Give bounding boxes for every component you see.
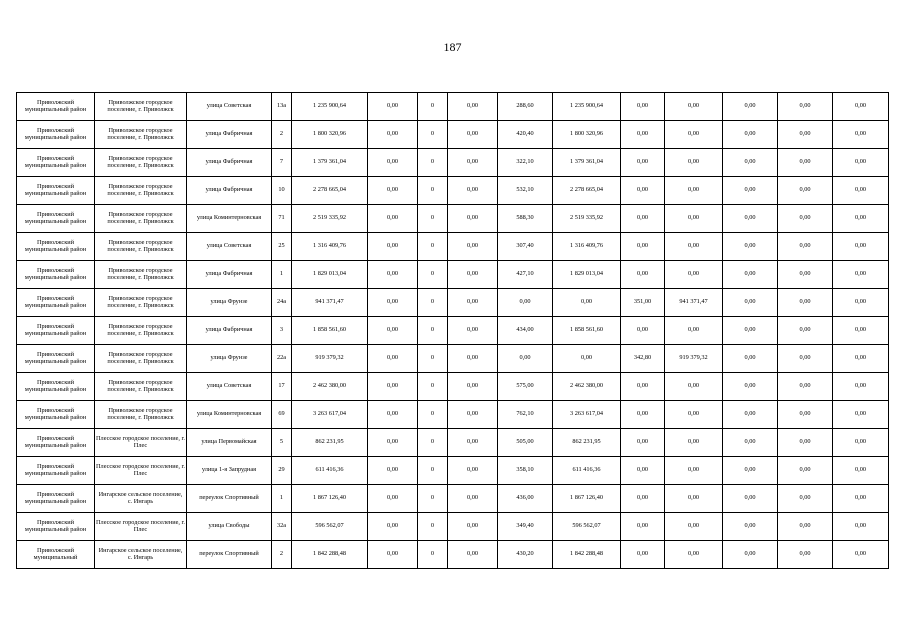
area-cell: 342,80 (621, 345, 665, 373)
total-cost-cell: 1 800 320,96 (292, 121, 368, 149)
area-cell: 505,00 (498, 429, 553, 457)
total-cost-cell: 3 263 617,04 (292, 401, 368, 429)
settlement-cell: Приволжское городское поселение, г. Приволжск (95, 261, 187, 289)
municipal-district-cell: Приволжский муниципальный район (17, 373, 95, 401)
settlement-cell: Приволжское городское поселение, г. Приволжск (95, 233, 187, 261)
street-cell: улица Фабричная (187, 121, 272, 149)
total-cost-cell: 611 416,36 (292, 457, 368, 485)
amount-cell: 0,00 (448, 177, 498, 205)
amount-cell: 0,00 (833, 317, 889, 345)
amount-cell: 0,00 (833, 177, 889, 205)
street-cell: улица Фабричная (187, 149, 272, 177)
house-number-cell: 1 (272, 485, 292, 513)
amount-cell: 0,00 (778, 373, 833, 401)
amount-cell: 0,00 (833, 289, 889, 317)
count-cell: 0 (418, 289, 448, 317)
amount-cell: 0,00 (833, 233, 889, 261)
amount-cell: 0,00 (448, 429, 498, 457)
amount-cell: 0,00 (723, 485, 778, 513)
amount-cell: 0,00 (723, 121, 778, 149)
area-cell: 288,60 (498, 93, 553, 121)
cost-cell: 0,00 (553, 289, 621, 317)
municipal-district-cell: Приволжский муниципальный район (17, 429, 95, 457)
table-row (17, 149, 889, 177)
amount-cell: 0,00 (368, 205, 418, 233)
cost-cell: 0,00 (665, 177, 723, 205)
amount-cell: 0,00 (368, 373, 418, 401)
area-cell: 0,00 (621, 513, 665, 541)
municipal-district-cell: Приволжский муниципальный район (17, 401, 95, 429)
cost-cell: 2 462 380,00 (553, 373, 621, 401)
municipal-district-cell: Приволжский муниципальный район (17, 149, 95, 177)
amount-cell: 0,00 (723, 513, 778, 541)
table-row (17, 429, 889, 457)
amount-cell: 0,00 (723, 345, 778, 373)
total-cost-cell: 1 316 409,76 (292, 233, 368, 261)
settlement-cell: Приволжское городское поселение, г. Приволжск (95, 93, 187, 121)
amount-cell: 0,00 (448, 485, 498, 513)
area-cell: 0,00 (621, 93, 665, 121)
cost-cell: 1 867 126,40 (553, 485, 621, 513)
amount-cell: 0,00 (833, 149, 889, 177)
settlement-cell: Ингарское сельское поселение, с. Ингарь (95, 541, 187, 569)
area-cell: 349,40 (498, 513, 553, 541)
cost-cell: 0,00 (665, 149, 723, 177)
street-cell: переулок Спортивный (187, 541, 272, 569)
amount-cell: 0,00 (833, 205, 889, 233)
area-cell: 427,10 (498, 261, 553, 289)
street-cell: улица Фрунзе (187, 345, 272, 373)
settlement-cell: Приволжское городское поселение, г. Приволжск (95, 121, 187, 149)
amount-cell: 0,00 (368, 429, 418, 457)
amount-cell: 0,00 (833, 261, 889, 289)
cost-cell: 0,00 (553, 345, 621, 373)
settlement-cell: Приволжское городское поселение, г. Приволжск (95, 205, 187, 233)
municipal-district-cell: Приволжский муниципальный район (17, 121, 95, 149)
municipal-district-cell: Приволжский муниципальный район (17, 261, 95, 289)
amount-cell: 0,00 (723, 289, 778, 317)
count-cell: 0 (418, 485, 448, 513)
cost-cell: 596 562,07 (553, 513, 621, 541)
municipal-district-cell: Приволжский муниципальный район (17, 205, 95, 233)
settlement-cell: Приволжское городское поселение, г. Приволжск (95, 317, 187, 345)
street-cell: улица Советская (187, 373, 272, 401)
table-row (17, 513, 889, 541)
house-number-cell: 29 (272, 457, 292, 485)
count-cell: 0 (418, 177, 448, 205)
amount-cell: 0,00 (723, 429, 778, 457)
area-cell: 0,00 (621, 317, 665, 345)
amount-cell: 0,00 (368, 345, 418, 373)
amount-cell: 0,00 (448, 513, 498, 541)
street-cell: улица Советская (187, 233, 272, 261)
registry-table-body (17, 93, 889, 569)
table-row (17, 457, 889, 485)
table-row (17, 289, 889, 317)
area-cell: 0,00 (621, 429, 665, 457)
amount-cell: 0,00 (448, 541, 498, 569)
amount-cell: 0,00 (723, 93, 778, 121)
municipal-district-cell: Приволжский муниципальный район (17, 177, 95, 205)
amount-cell: 0,00 (448, 121, 498, 149)
amount-cell: 0,00 (448, 345, 498, 373)
amount-cell: 0,00 (833, 541, 889, 569)
settlement-cell: Плесское городское поселение, г. Плес (95, 457, 187, 485)
cost-cell: 862 231,95 (553, 429, 621, 457)
amount-cell: 0,00 (368, 93, 418, 121)
amount-cell: 0,00 (723, 541, 778, 569)
count-cell: 0 (418, 401, 448, 429)
amount-cell: 0,00 (833, 121, 889, 149)
area-cell: 0,00 (498, 289, 553, 317)
area-cell: 351,00 (621, 289, 665, 317)
table-row (17, 401, 889, 429)
amount-cell: 0,00 (448, 233, 498, 261)
amount-cell: 0,00 (723, 401, 778, 429)
house-number-cell: 71 (272, 205, 292, 233)
area-cell: 0,00 (621, 485, 665, 513)
amount-cell: 0,00 (833, 457, 889, 485)
area-cell: 0,00 (621, 177, 665, 205)
area-cell: 0,00 (621, 373, 665, 401)
total-cost-cell: 1 858 561,60 (292, 317, 368, 345)
total-cost-cell: 941 371,47 (292, 289, 368, 317)
total-cost-cell: 1 235 900,64 (292, 93, 368, 121)
count-cell: 0 (418, 121, 448, 149)
area-cell: 0,00 (621, 261, 665, 289)
amount-cell: 0,00 (448, 289, 498, 317)
total-cost-cell: 1 379 361,04 (292, 149, 368, 177)
amount-cell: 0,00 (778, 401, 833, 429)
amount-cell: 0,00 (368, 513, 418, 541)
house-number-cell: 10 (272, 177, 292, 205)
area-cell: 532,10 (498, 177, 553, 205)
municipal-district-cell: Приволжский муниципальный район (17, 93, 95, 121)
amount-cell: 0,00 (833, 93, 889, 121)
cost-cell: 0,00 (665, 93, 723, 121)
amount-cell: 0,00 (833, 429, 889, 457)
municipal-district-cell: Приволжский муниципальный район (17, 457, 95, 485)
table-row (17, 261, 889, 289)
count-cell: 0 (418, 317, 448, 345)
area-cell: 358,10 (498, 457, 553, 485)
count-cell: 0 (418, 261, 448, 289)
house-number-cell: 69 (272, 401, 292, 429)
amount-cell: 0,00 (778, 513, 833, 541)
amount-cell: 0,00 (778, 485, 833, 513)
street-cell: улица Советская (187, 93, 272, 121)
table-row (17, 93, 889, 121)
amount-cell: 0,00 (368, 121, 418, 149)
cost-cell: 1 842 288,48 (553, 541, 621, 569)
amount-cell: 0,00 (448, 205, 498, 233)
house-number-cell: 32а (272, 513, 292, 541)
amount-cell: 0,00 (778, 317, 833, 345)
settlement-cell: Ингарское сельское поселение, с. Ингарь (95, 485, 187, 513)
amount-cell: 0,00 (723, 457, 778, 485)
municipal-district-cell: Приволжский муниципальный район (17, 485, 95, 513)
cost-cell: 2 519 335,92 (553, 205, 621, 233)
area-cell: 0,00 (498, 345, 553, 373)
registry-table (16, 92, 889, 569)
area-cell: 0,00 (621, 121, 665, 149)
house-number-cell: 24а (272, 289, 292, 317)
area-cell: 0,00 (621, 401, 665, 429)
street-cell: переулок Спортивный (187, 485, 272, 513)
amount-cell: 0,00 (723, 373, 778, 401)
street-cell: улица Фабричная (187, 317, 272, 345)
count-cell: 0 (418, 149, 448, 177)
amount-cell: 0,00 (448, 457, 498, 485)
cost-cell: 0,00 (665, 233, 723, 261)
amount-cell: 0,00 (448, 373, 498, 401)
amount-cell: 0,00 (833, 485, 889, 513)
cost-cell: 941 371,47 (665, 289, 723, 317)
amount-cell: 0,00 (368, 289, 418, 317)
amount-cell: 0,00 (723, 205, 778, 233)
house-number-cell: 1 (272, 261, 292, 289)
street-cell: улица Фабричная (187, 261, 272, 289)
cost-cell: 0,00 (665, 205, 723, 233)
area-cell: 420,40 (498, 121, 553, 149)
total-cost-cell: 919 379,32 (292, 345, 368, 373)
cost-cell: 0,00 (665, 317, 723, 345)
cost-cell: 3 263 617,04 (553, 401, 621, 429)
house-number-cell: 22а (272, 345, 292, 373)
cost-cell: 1 235 900,64 (553, 93, 621, 121)
cost-cell: 0,00 (665, 261, 723, 289)
total-cost-cell: 596 562,07 (292, 513, 368, 541)
cost-cell: 1 379 361,04 (553, 149, 621, 177)
street-cell: улица Фабричная (187, 177, 272, 205)
amount-cell: 0,00 (778, 345, 833, 373)
area-cell: 762,10 (498, 401, 553, 429)
settlement-cell: Приволжское городское поселение, г. Приволжск (95, 345, 187, 373)
table-row (17, 541, 889, 569)
amount-cell: 0,00 (448, 261, 498, 289)
amount-cell: 0,00 (368, 317, 418, 345)
area-cell: 0,00 (621, 457, 665, 485)
amount-cell: 0,00 (778, 177, 833, 205)
house-number-cell: 25 (272, 233, 292, 261)
amount-cell: 0,00 (778, 205, 833, 233)
area-cell: 575,00 (498, 373, 553, 401)
cost-cell: 0,00 (665, 457, 723, 485)
amount-cell: 0,00 (778, 149, 833, 177)
table-row (17, 373, 889, 401)
street-cell: улица 1-я Запрудная (187, 457, 272, 485)
amount-cell: 0,00 (723, 177, 778, 205)
table-row (17, 205, 889, 233)
area-cell: 322,10 (498, 149, 553, 177)
amount-cell: 0,00 (368, 457, 418, 485)
area-cell: 436,00 (498, 485, 553, 513)
amount-cell: 0,00 (778, 261, 833, 289)
count-cell: 0 (418, 205, 448, 233)
count-cell: 0 (418, 541, 448, 569)
municipal-district-cell: Приволжский муниципальный район (17, 345, 95, 373)
table-row (17, 177, 889, 205)
amount-cell: 0,00 (778, 429, 833, 457)
cost-cell: 1 858 561,60 (553, 317, 621, 345)
street-cell: улица Фрунзе (187, 289, 272, 317)
table-row (17, 345, 889, 373)
area-cell: 430,20 (498, 541, 553, 569)
page-number: 187 (443, 40, 462, 54)
amount-cell: 0,00 (723, 149, 778, 177)
area-cell: 0,00 (621, 149, 665, 177)
settlement-cell: Плесское городское поселение, г. Плес (95, 513, 187, 541)
total-cost-cell: 2 278 665,04 (292, 177, 368, 205)
cost-cell: 1 829 013,04 (553, 261, 621, 289)
municipal-district-cell: Приволжский муниципальный район (17, 513, 95, 541)
settlement-cell: Приволжское городское поселение, г. Приволжск (95, 401, 187, 429)
municipal-district-cell: Приволжский муниципальный (17, 541, 95, 569)
count-cell: 0 (418, 513, 448, 541)
count-cell: 0 (418, 457, 448, 485)
amount-cell: 0,00 (778, 233, 833, 261)
table-row (17, 485, 889, 513)
cost-cell: 919 379,32 (665, 345, 723, 373)
cost-cell: 2 278 665,04 (553, 177, 621, 205)
count-cell: 0 (418, 429, 448, 457)
cost-cell: 611 416,36 (553, 457, 621, 485)
amount-cell: 0,00 (368, 233, 418, 261)
total-cost-cell: 1 867 126,40 (292, 485, 368, 513)
amount-cell: 0,00 (778, 289, 833, 317)
amount-cell: 0,00 (368, 485, 418, 513)
area-cell: 307,40 (498, 233, 553, 261)
area-cell: 0,00 (621, 233, 665, 261)
count-cell: 0 (418, 373, 448, 401)
amount-cell: 0,00 (448, 149, 498, 177)
amount-cell: 0,00 (368, 177, 418, 205)
amount-cell: 0,00 (778, 121, 833, 149)
area-cell: 0,00 (621, 205, 665, 233)
total-cost-cell: 1 842 288,48 (292, 541, 368, 569)
amount-cell: 0,00 (723, 261, 778, 289)
amount-cell: 0,00 (448, 317, 498, 345)
cost-cell: 0,00 (665, 401, 723, 429)
house-number-cell: 17 (272, 373, 292, 401)
area-cell: 588,30 (498, 205, 553, 233)
municipal-district-cell: Приволжский муниципальный район (17, 289, 95, 317)
house-number-cell: 2 (272, 121, 292, 149)
amount-cell: 0,00 (723, 317, 778, 345)
cost-cell: 0,00 (665, 513, 723, 541)
municipal-district-cell: Приволжский муниципальный район (17, 233, 95, 261)
count-cell: 0 (418, 233, 448, 261)
cost-cell: 0,00 (665, 485, 723, 513)
cost-cell: 0,00 (665, 121, 723, 149)
cost-cell: 0,00 (665, 373, 723, 401)
street-cell: улица Коминтерновская (187, 401, 272, 429)
area-cell: 0,00 (621, 541, 665, 569)
cost-cell: 0,00 (665, 429, 723, 457)
amount-cell: 0,00 (778, 93, 833, 121)
table-row (17, 121, 889, 149)
amount-cell: 0,00 (778, 457, 833, 485)
municipal-district-cell: Приволжский муниципальный район (17, 317, 95, 345)
amount-cell: 0,00 (778, 541, 833, 569)
cost-cell: 1 316 409,76 (553, 233, 621, 261)
house-number-cell: 2 (272, 541, 292, 569)
total-cost-cell: 2 462 380,00 (292, 373, 368, 401)
house-number-cell: 5 (272, 429, 292, 457)
cost-cell: 1 800 320,96 (553, 121, 621, 149)
amount-cell: 0,00 (833, 345, 889, 373)
table-row (17, 317, 889, 345)
cost-cell: 0,00 (665, 541, 723, 569)
house-number-cell: 13а (272, 93, 292, 121)
amount-cell: 0,00 (833, 401, 889, 429)
total-cost-cell: 862 231,95 (292, 429, 368, 457)
table-row (17, 233, 889, 261)
total-cost-cell: 2 519 335,92 (292, 205, 368, 233)
settlement-cell: Приволжское городское поселение, г. Приволжск (95, 373, 187, 401)
street-cell: улица Коминтерновская (187, 205, 272, 233)
street-cell: улица Свободы (187, 513, 272, 541)
settlement-cell: Плесское городское поселение, г. Плес (95, 429, 187, 457)
street-cell: улица Первомайская (187, 429, 272, 457)
count-cell: 0 (418, 93, 448, 121)
amount-cell: 0,00 (448, 401, 498, 429)
amount-cell: 0,00 (368, 149, 418, 177)
house-number-cell: 3 (272, 317, 292, 345)
amount-cell: 0,00 (833, 373, 889, 401)
settlement-cell: Приволжское городское поселение, г. Приволжск (95, 177, 187, 205)
amount-cell: 0,00 (723, 233, 778, 261)
amount-cell: 0,00 (368, 401, 418, 429)
house-number-cell: 7 (272, 149, 292, 177)
amount-cell: 0,00 (448, 93, 498, 121)
settlement-cell: Приволжское городское поселение, г. Приволжск (95, 149, 187, 177)
amount-cell: 0,00 (833, 513, 889, 541)
amount-cell: 0,00 (368, 541, 418, 569)
area-cell: 434,00 (498, 317, 553, 345)
count-cell: 0 (418, 345, 448, 373)
total-cost-cell: 1 829 013,04 (292, 261, 368, 289)
settlement-cell: Приволжское городское поселение, г. Приволжск (95, 289, 187, 317)
amount-cell: 0,00 (368, 261, 418, 289)
